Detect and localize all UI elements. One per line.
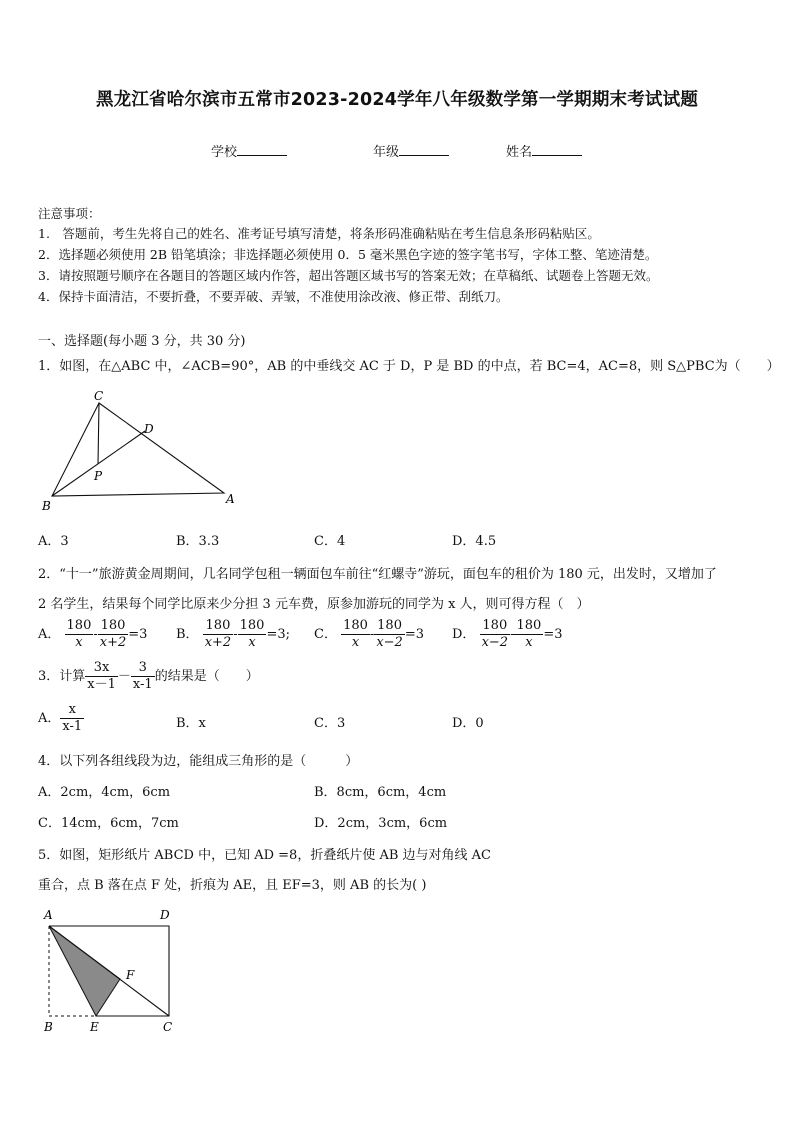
numerator: 3x: [85, 660, 118, 677]
grade-label: 年级: [373, 145, 400, 160]
label-e: E: [90, 1020, 99, 1034]
label-d: D: [160, 908, 170, 922]
q4-option-b[interactable]: B．8cm，6cm，4cm: [314, 785, 447, 800]
denominator: x+2: [204, 635, 232, 650]
q5-stem-line1: 5．如图，矩形纸片 ABCD 中，已知 AD =8，折叠纸片使 AB 边与对角线 AC: [38, 848, 492, 863]
q3-option-c[interactable]: C．3: [314, 716, 346, 731]
q4-option-a[interactable]: A．2cm，4cm，6cm: [38, 785, 171, 800]
denominator: x-1: [62, 719, 83, 734]
denominator: x－1: [87, 677, 116, 692]
q2-option-b[interactable]: [176, 618, 290, 651]
note-item: 1. 答题前，考生先将自己的姓名、准考证号填写清楚，将条形码准确粘贴在考生信息条形码粘贴区。: [38, 226, 600, 241]
option-label: A．: [38, 711, 61, 726]
denominator: x: [351, 635, 360, 650]
numerator: 3: [131, 660, 155, 677]
label-d: D: [144, 422, 154, 436]
page-title: 黑龙江省哈尔滨市五常市2023-2024学年八年级数学第一学期期末考试试题: [95, 90, 699, 110]
numerator: 180: [203, 618, 234, 635]
numerator: 180: [374, 618, 405, 635]
equation-tail: =3: [404, 627, 424, 642]
q3-suffix: 的结果是（ ）: [154, 669, 259, 684]
operator: -: [233, 627, 238, 642]
q3-option-a[interactable]: [38, 702, 84, 735]
label-p: P: [94, 469, 103, 483]
triangle-abc: [52, 403, 224, 496]
denominator: x: [75, 635, 83, 650]
label-c: C: [163, 1020, 173, 1034]
school-blank[interactable]: [237, 143, 287, 156]
equation-tail: =3: [543, 627, 563, 642]
diagonal-ac: [49, 926, 169, 1016]
numerator: 180: [343, 618, 368, 633]
operator: -: [510, 627, 515, 642]
denominator: x+2: [99, 635, 127, 650]
numerator: 180: [480, 618, 511, 635]
label-a: A: [226, 492, 235, 506]
school-label: 学校: [211, 145, 238, 160]
section-heading: 一、选择题(每小题 3 分，共 30 分): [38, 334, 246, 349]
equation-tail: =3: [128, 627, 148, 642]
q4-option-d[interactable]: D．2cm，3cm，6cm: [314, 816, 448, 831]
name-blank[interactable]: [532, 143, 582, 156]
grade-blank[interactable]: [399, 143, 449, 156]
denominator: x: [248, 635, 256, 650]
denominator: x-1: [132, 677, 153, 692]
segment-cp: [98, 403, 99, 464]
option-label: A．: [38, 627, 61, 642]
notes-heading: 注意事项：: [38, 206, 101, 221]
q2-option-d[interactable]: [452, 618, 562, 651]
q3-option-d[interactable]: D．0: [452, 716, 484, 731]
note-item: 3．请按照题号顺序在各题目的答题区域内作答，超出答题区域书写的答案无效；在草稿纸、试题卷上答题无效。: [38, 268, 659, 283]
name-field[interactable]: [506, 141, 582, 160]
numerator: 180: [516, 618, 542, 633]
denominator: x−2: [376, 635, 403, 650]
q1-option-b[interactable]: B．3.3: [176, 534, 220, 549]
option-label: B．: [176, 627, 199, 642]
equation-tail: =3;: [266, 627, 290, 642]
operator: -: [369, 627, 375, 642]
numerator: 180: [239, 618, 265, 633]
label-b: B: [44, 1020, 53, 1034]
q4-option-c[interactable]: C．14cm，6cm，7cm: [38, 816, 179, 831]
numerator: x: [60, 702, 84, 719]
q1-option-a[interactable]: A．3: [38, 534, 69, 549]
school-field[interactable]: [211, 141, 287, 160]
q2-stem-line1: 2．“十一”旅游黄金周期间，几名同学包租一辆面包车前往“红螺寺”游玩，面包车的租价为 180 元，出发时，又增加了: [38, 567, 717, 582]
denominator: x−2: [481, 635, 509, 650]
note-item: 2．选择题必须使用 2B 铅笔填涂；非选择题必须使用 0．5 毫米黑色字迹的签字笔书写，字体工整、笔迹清楚。: [38, 247, 658, 262]
grade-field[interactable]: [373, 141, 449, 160]
q4-stem: 4．以下列各组线段为边，能组成三角形的是（ ）: [38, 754, 359, 769]
q1-option-d[interactable]: D．4.5: [452, 534, 497, 549]
operator: －: [117, 669, 131, 684]
q2-option-c[interactable]: [314, 618, 424, 651]
q1-option-c[interactable]: C．4: [314, 534, 346, 549]
q2-option-a[interactable]: [38, 618, 147, 651]
numerator: 180: [98, 618, 129, 635]
note-item: 4．保持卡面清洁，不要折叠，不要弄破、弄皱，不准使用涂改液、修正带、刮纸刀。: [38, 289, 509, 304]
label-f: F: [126, 968, 135, 982]
name-label: 姓名: [506, 145, 533, 160]
q5-figure: [36, 905, 186, 1040]
q3-prefix: 3．计算: [38, 669, 86, 684]
numerator: 180: [66, 618, 92, 633]
q2-stem-line2: 2 名学生，结果每个同学比原来少分担 3 元车费，原参加游玩的同学为 x 人，则可得方程（ ）: [38, 597, 590, 612]
q3-stem: [38, 660, 259, 693]
option-label: D．: [452, 627, 476, 642]
label-a: A: [44, 908, 53, 922]
option-label: C．: [314, 627, 337, 642]
q1-stem: 1．如图，在△ABC 中，∠ACB=90°，AB 的中垂线交 AC 于 D，P 是 BD 的中点，若 BC=4，AC=8，则 S△PBC为（ ）: [38, 359, 780, 374]
denominator: x: [525, 635, 533, 650]
q1-figure: [36, 386, 246, 516]
label-b: B: [42, 499, 51, 513]
label-c: C: [94, 389, 104, 403]
q3-option-b[interactable]: B．x: [176, 716, 206, 731]
q5-stem-line2: 重合，点 B 落在点 F 处，折痕为 AE，且 EF=3，则 AB 的长为( ): [38, 878, 427, 893]
operator: -: [93, 627, 98, 642]
